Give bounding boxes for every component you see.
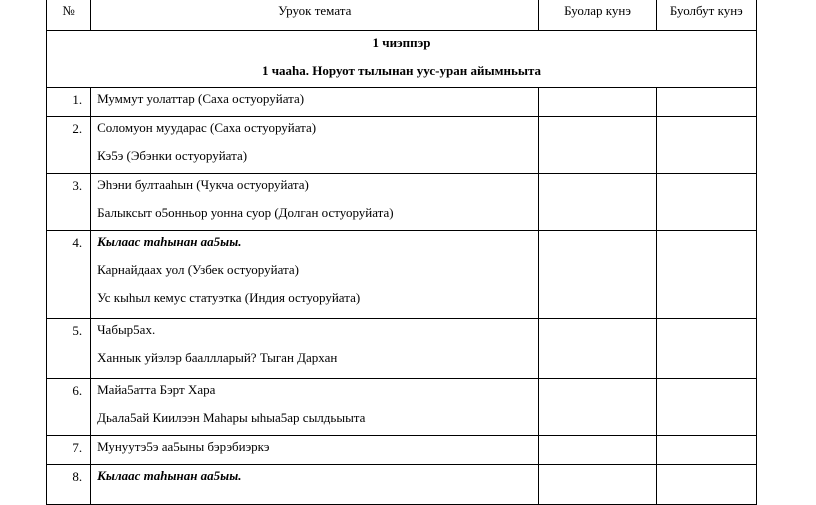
actual-date-cell	[656, 465, 756, 505]
planned-date-cell	[539, 379, 656, 436]
row-topic	[91, 436, 539, 465]
row-number: 8.	[47, 465, 91, 505]
topic-line: Дьала5ай Киилээн Маhары ыhыа5ар сылдьыыта	[97, 410, 366, 425]
actual-date-cell	[656, 88, 756, 117]
header-row	[47, 0, 757, 31]
topic-line: Мунуутэ5э аа5ыны бэрэбиэркэ	[97, 439, 270, 454]
planned-date-cell	[539, 88, 656, 117]
actual-date-cell	[656, 174, 756, 231]
row-number: 2.	[47, 117, 91, 174]
table-row	[47, 319, 757, 379]
row-number: 3.	[47, 174, 91, 231]
planned-date-cell	[539, 174, 656, 231]
table-row	[47, 465, 757, 505]
section-row	[47, 31, 757, 88]
table-row	[47, 231, 757, 319]
planned-date-cell	[539, 231, 656, 319]
topic-line: Кылаас таhынан аа5ыы.	[97, 468, 242, 483]
header-actual-label: Буолбут кунэ	[669, 3, 743, 18]
header-topic	[91, 0, 539, 31]
topic-line: Соломуон муударас (Саха остуоруйата)	[97, 120, 317, 135]
row-topic	[91, 465, 539, 505]
topic-line: Балыксыт о5онньор уонна суор (Долган остуоруйата)	[97, 205, 394, 220]
actual-date-cell	[656, 436, 756, 465]
table-row	[47, 174, 757, 231]
row-topic	[91, 117, 539, 174]
row-topic	[91, 379, 539, 436]
row-number: 6.	[47, 379, 91, 436]
table-row	[47, 117, 757, 174]
planned-date-cell	[539, 319, 656, 379]
topic-line: Кэ5э (Эбэнки остуоруйата)	[97, 148, 248, 163]
row-topic	[91, 231, 539, 319]
header-actual	[656, 0, 756, 31]
row-number: 4.	[47, 231, 91, 319]
topic-line: Кылаас таhынан аа5ыы.	[97, 234, 242, 249]
topic-line: Ханнык уйэлэр бааллларый? Тыган Дархан	[97, 350, 338, 365]
topic-line: Ус кыhыл кемус статуэтка (Индия остуоруйата)	[97, 290, 361, 305]
section-cell	[47, 31, 757, 88]
actual-date-cell	[656, 231, 756, 319]
planned-date-cell	[539, 436, 656, 465]
row-number: 5.	[47, 319, 91, 379]
header-planned-label: Буолар кунэ	[564, 3, 631, 18]
header-num	[47, 0, 91, 31]
section-part: 1 чиэппэр	[372, 35, 431, 50]
topic-line: Карнайдаах уол (Узбек остуоруйата)	[97, 262, 299, 277]
topic-line: Чабыр5ах.	[97, 322, 156, 337]
actual-date-cell	[656, 117, 756, 174]
row-topic	[91, 88, 539, 117]
row-topic	[91, 174, 539, 231]
section-chapter: 1 чааhа. Норуот тылынан уус-уран айымньыта	[261, 63, 542, 78]
topic-line: Муммут уолаттар (Саха остуоруйата)	[97, 91, 305, 106]
topic-line: Эhэни бултааhын (Чукча остуоруйата)	[97, 177, 309, 192]
row-topic	[91, 319, 539, 379]
lesson-plan-table	[46, 0, 757, 505]
header-topic-label: Уруок темата	[278, 3, 352, 18]
table-row	[47, 88, 757, 117]
planned-date-cell	[539, 465, 656, 505]
actual-date-cell	[656, 379, 756, 436]
header-planned	[539, 0, 656, 31]
table-row	[47, 379, 757, 436]
planned-date-cell	[539, 117, 656, 174]
table-row	[47, 436, 757, 465]
row-number: 1.	[47, 88, 91, 117]
topic-line: Майа5атта Бэрт Хара	[97, 382, 216, 397]
actual-date-cell	[656, 319, 756, 379]
header-num-label: №	[62, 3, 75, 18]
row-number: 7.	[47, 436, 91, 465]
